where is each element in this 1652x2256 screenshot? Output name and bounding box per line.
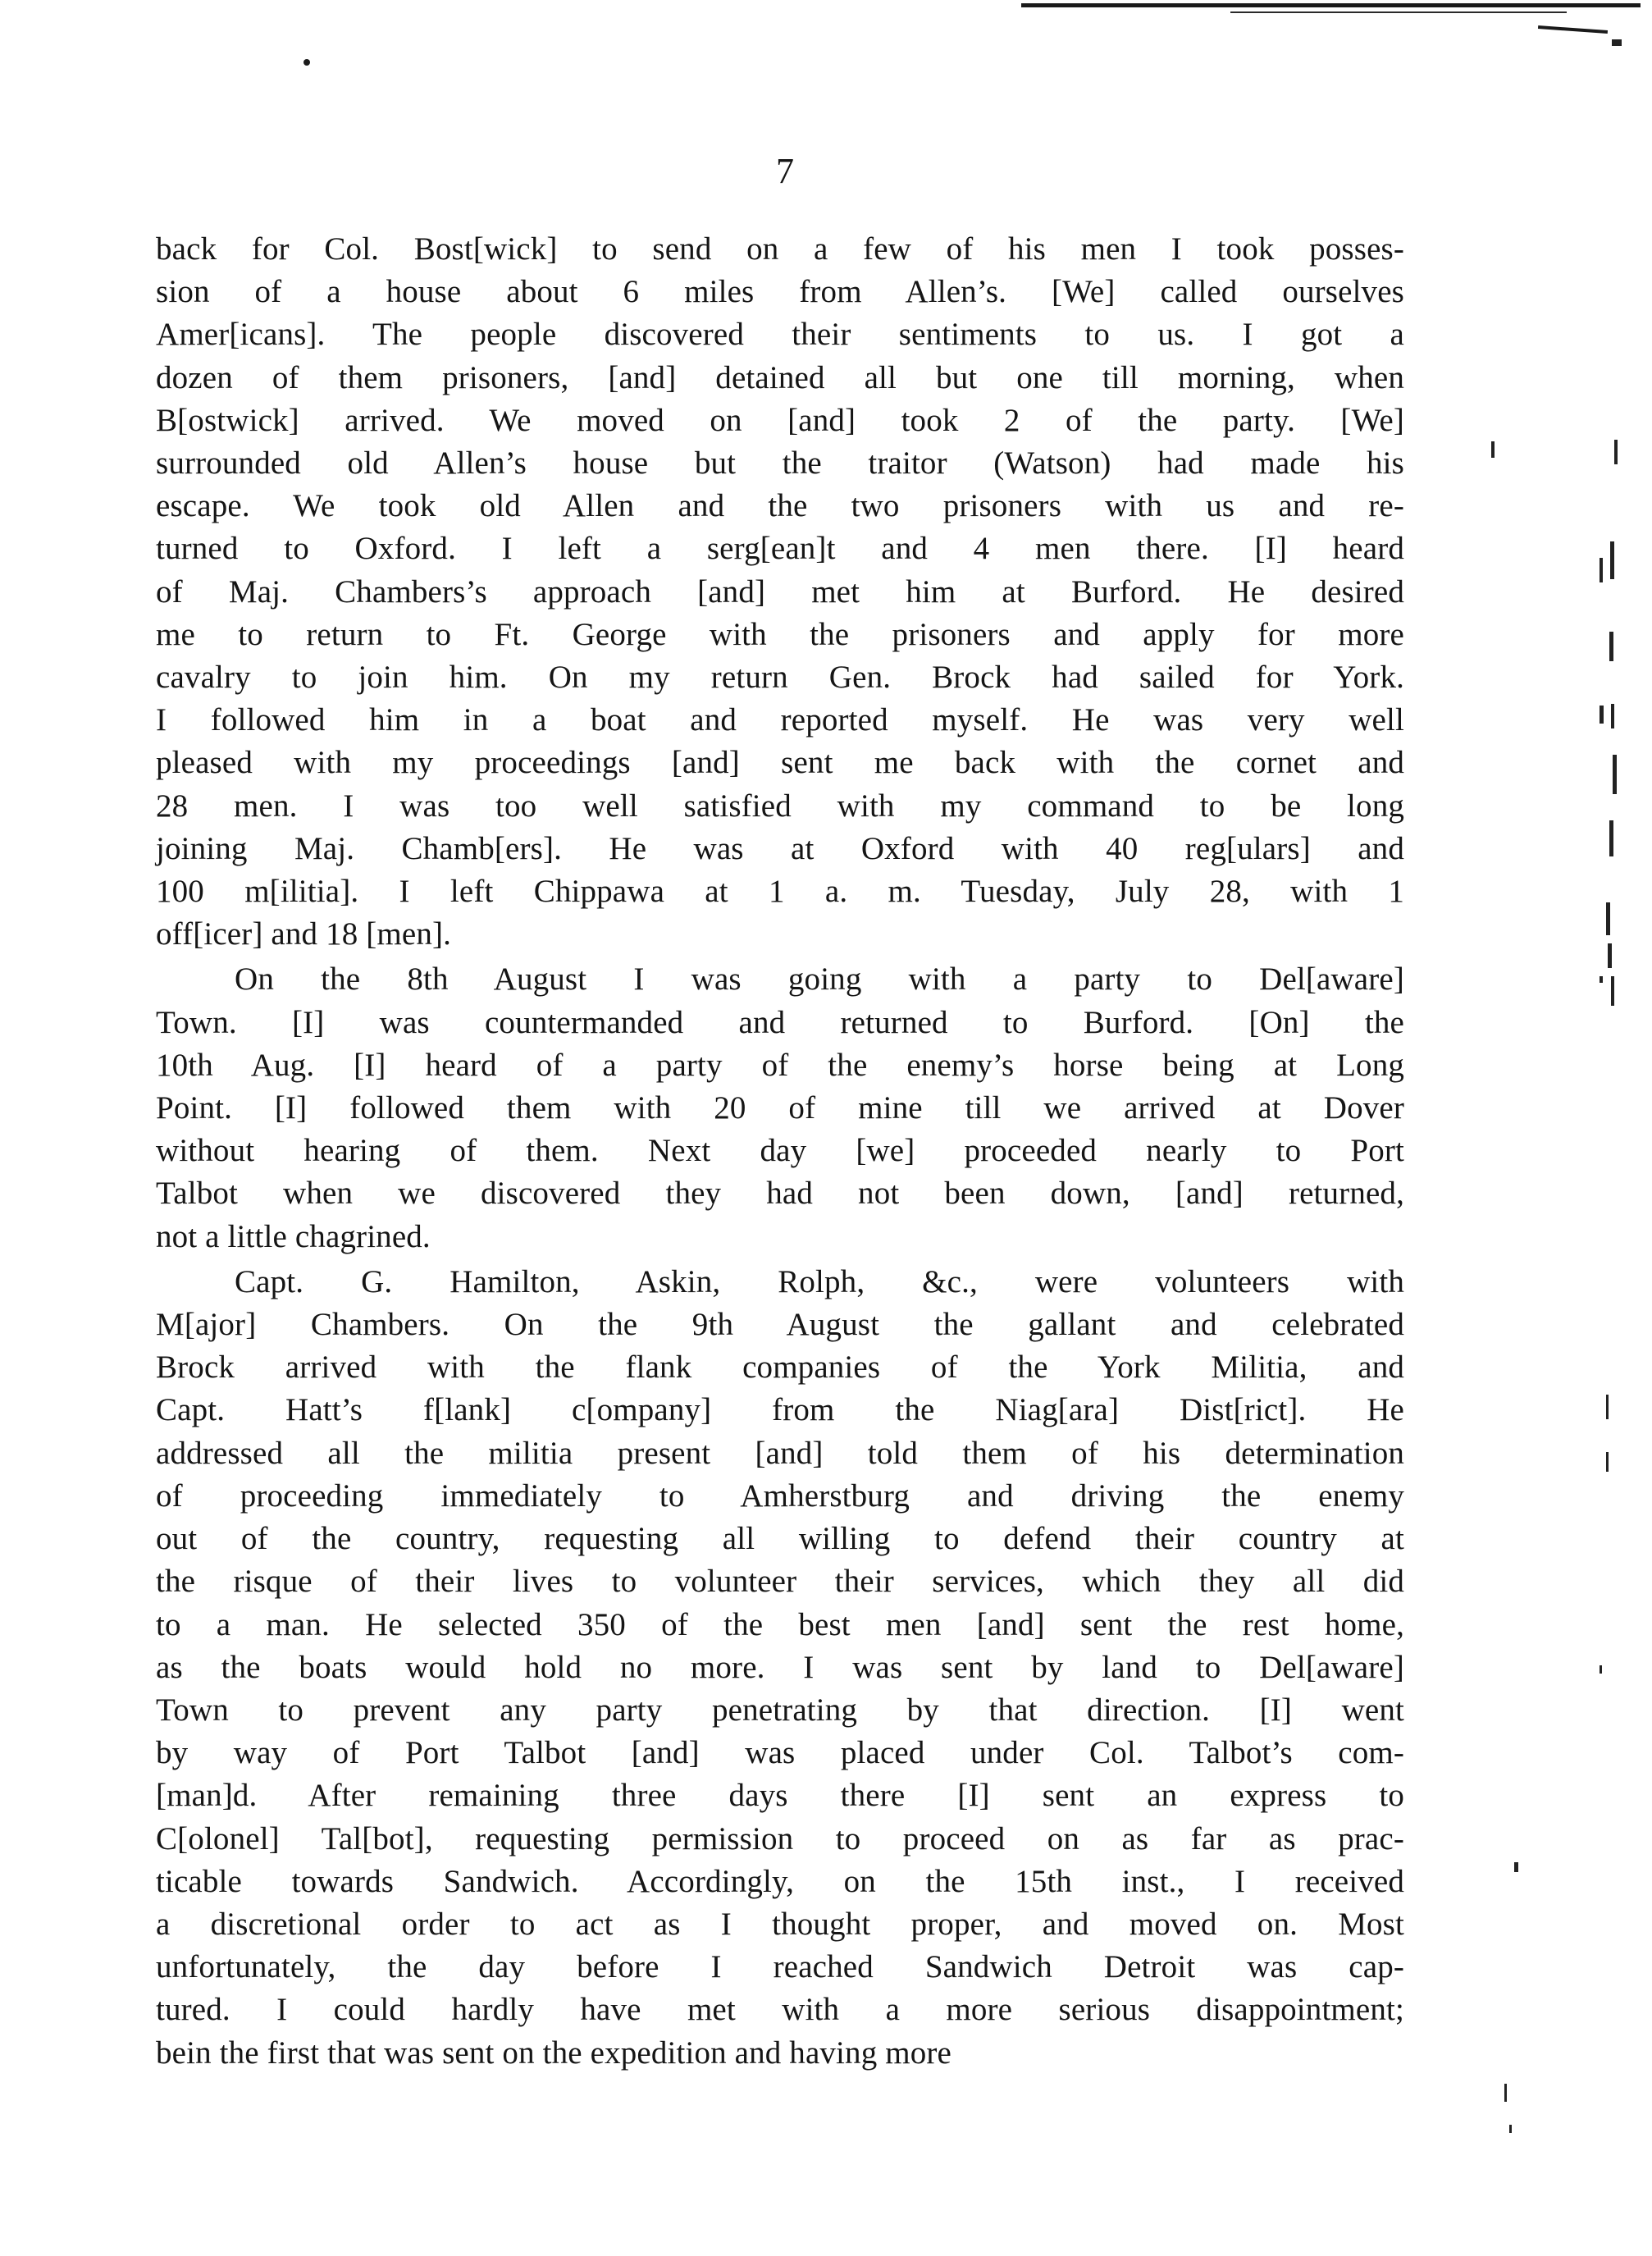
margin-mark	[1514, 1862, 1518, 1872]
text-line: 10th Aug. [I] heard of a party of the enemy’s horse being at Long	[156, 1047, 1404, 1083]
text-line: Point. [I] followed them with 20 of mine till we arrived at Dover	[156, 1090, 1404, 1126]
text-line: C[olonel] Tal[bot], requesting permission to proceed on as far as prac-	[156, 1820, 1404, 1856]
text-line: On the 8th August I was going with a party to Del[aware]	[235, 961, 1404, 998]
page-number: 7	[776, 151, 794, 191]
text-line: by way of Port Talbot [and] was placed under Col. Talbot’s com-	[156, 1735, 1404, 1771]
text-line: back for Col. Bost[wick] to send on a few of his men I took posses-	[156, 231, 1404, 267]
margin-mark	[1600, 706, 1604, 724]
text-line: of Maj. Chambers’s approach [and] met him at Burford. He desired	[156, 573, 1404, 610]
text-line: to a man. He selected 350 of the best men [and] sent the rest home,	[156, 1606, 1404, 1642]
text-line: ticable towards Sandwich. Accordingly, on the 15th inst., I received	[156, 1863, 1404, 1899]
body-text	[156, 228, 1404, 2077]
scan-border-rule-secondary	[1230, 11, 1567, 13]
text-line: pleased with my proceedings [and] sent me back with the cornet and	[156, 745, 1404, 781]
text-line: surrounded old Allen’s house but the traitor (Watson) had made his	[156, 445, 1404, 482]
text-line: addressed all the militia present [and] told them of his determination	[156, 1435, 1404, 1471]
text-line: without hearing of them. Next day [we] proceeded nearly to Port	[156, 1133, 1404, 1169]
margin-mark	[1504, 2084, 1507, 2102]
scan-corner-tick	[1612, 39, 1622, 46]
text-line: escape. We took old Allen and the two prisoners with us and re-	[156, 488, 1404, 524]
text-line: turned to Oxford. I left a serg[ean]t and 4 men there. [I] heard	[156, 531, 1404, 567]
text-line: sion of a house about 6 miles from Allen’s. [We] called ourselves	[156, 274, 1404, 310]
text-line: of proceeding immediately to Amherstburg and driving the enemy	[156, 1477, 1404, 1514]
margin-mark	[1509, 2125, 1512, 2133]
margin-mark	[1609, 632, 1613, 661]
text-line: Talbot when we discovered they had not been down, [and] returned,	[156, 1176, 1404, 1212]
text-line: unfortunately, the day before I reached Sandwich Detroit was cap-	[156, 1949, 1404, 1985]
text-line: Town to prevent any party penetrating by that direction. [I] went	[156, 1692, 1404, 1728]
margin-mark	[1610, 541, 1614, 579]
margin-mark	[1611, 976, 1614, 1006]
margin-mark	[1600, 558, 1603, 582]
margin-mark	[1611, 704, 1614, 728]
text-line: Brock arrived with the flank companies of the York Militia, and	[156, 1349, 1404, 1386]
text-line: 100 m[ilitia]. I left Chippawa at 1 a. m. Tuesday, July 28, with 1	[156, 874, 1404, 910]
margin-mark	[1600, 1665, 1602, 1674]
text-line: off[icer] and 18 [men].	[156, 916, 452, 952]
margin-mark	[1609, 820, 1613, 856]
scan-speck	[303, 59, 310, 66]
margin-mark	[1606, 1452, 1609, 1472]
text-line: tured. I could hardly have met with a more serious disappointment;	[156, 1992, 1404, 2028]
margin-mark	[1606, 1395, 1609, 1419]
text-line: out of the country, requesting all willing to defend their country at	[156, 1521, 1404, 1557]
text-line: a discretional order to act as I thought proper, and moved on. Most	[156, 1906, 1404, 1942]
margin-mark	[1606, 902, 1610, 935]
scan-border-rule	[1021, 3, 1641, 7]
text-line: joining Maj. Chamb[ers]. He was at Oxford with 40 reg[ulars] and	[156, 830, 1404, 866]
margin-mark	[1600, 976, 1603, 983]
text-line: 28 men. I was too well satisfied with my command to be long	[156, 788, 1404, 824]
text-line: I followed him in a boat and reported myself. He was very well	[156, 702, 1404, 738]
text-line: [man]d. After remaining three days there [I] sent an express to	[156, 1778, 1404, 1814]
paragraph	[156, 958, 1404, 1258]
text-line: bein the first that was sent on the expedition and having more	[156, 2035, 951, 2071]
text-line: B[ostwick] arrived. We moved on [and] took 2 of the party. [We]	[156, 402, 1404, 438]
text-line: cavalry to join him. On my return Gen. Brock had sailed for York.	[156, 660, 1404, 696]
margin-mark	[1613, 755, 1617, 794]
paragraph	[156, 228, 1404, 956]
text-line: the risque of their lives to volunteer their services, which they all did	[156, 1564, 1404, 1600]
text-line: Capt. Hatt’s f[lank] c[ompany] from the Niag[ara] Dist[rict]. He	[156, 1392, 1404, 1428]
margin-mark	[1614, 440, 1618, 464]
text-line: dozen of them prisoners, [and] detained all but one till morning, when	[156, 359, 1404, 395]
text-line: me to return to Ft. George with the prisoners and apply for more	[156, 616, 1404, 652]
text-line: Town. [I] was countermanded and returned to Burford. [On] the	[156, 1004, 1404, 1040]
margin-mark	[1608, 943, 1612, 968]
text-line: M[ajor] Chambers. On the 9th August the gallant and celebrated	[156, 1307, 1404, 1343]
paragraph	[156, 1261, 1404, 2075]
text-line: not a little chagrined.	[156, 1218, 431, 1254]
text-line: Capt. G. Hamilton, Askin, Rolph, &c., were volunteers with	[235, 1263, 1404, 1299]
margin-mark	[1491, 441, 1495, 458]
text-line: as the boats would hold no more. I was sent by land to Del[aware]	[156, 1649, 1404, 1685]
scan-corner-mark	[1538, 25, 1608, 34]
text-line: Amer[icans]. The people discovered their sentiments to us. I got a	[156, 317, 1404, 353]
